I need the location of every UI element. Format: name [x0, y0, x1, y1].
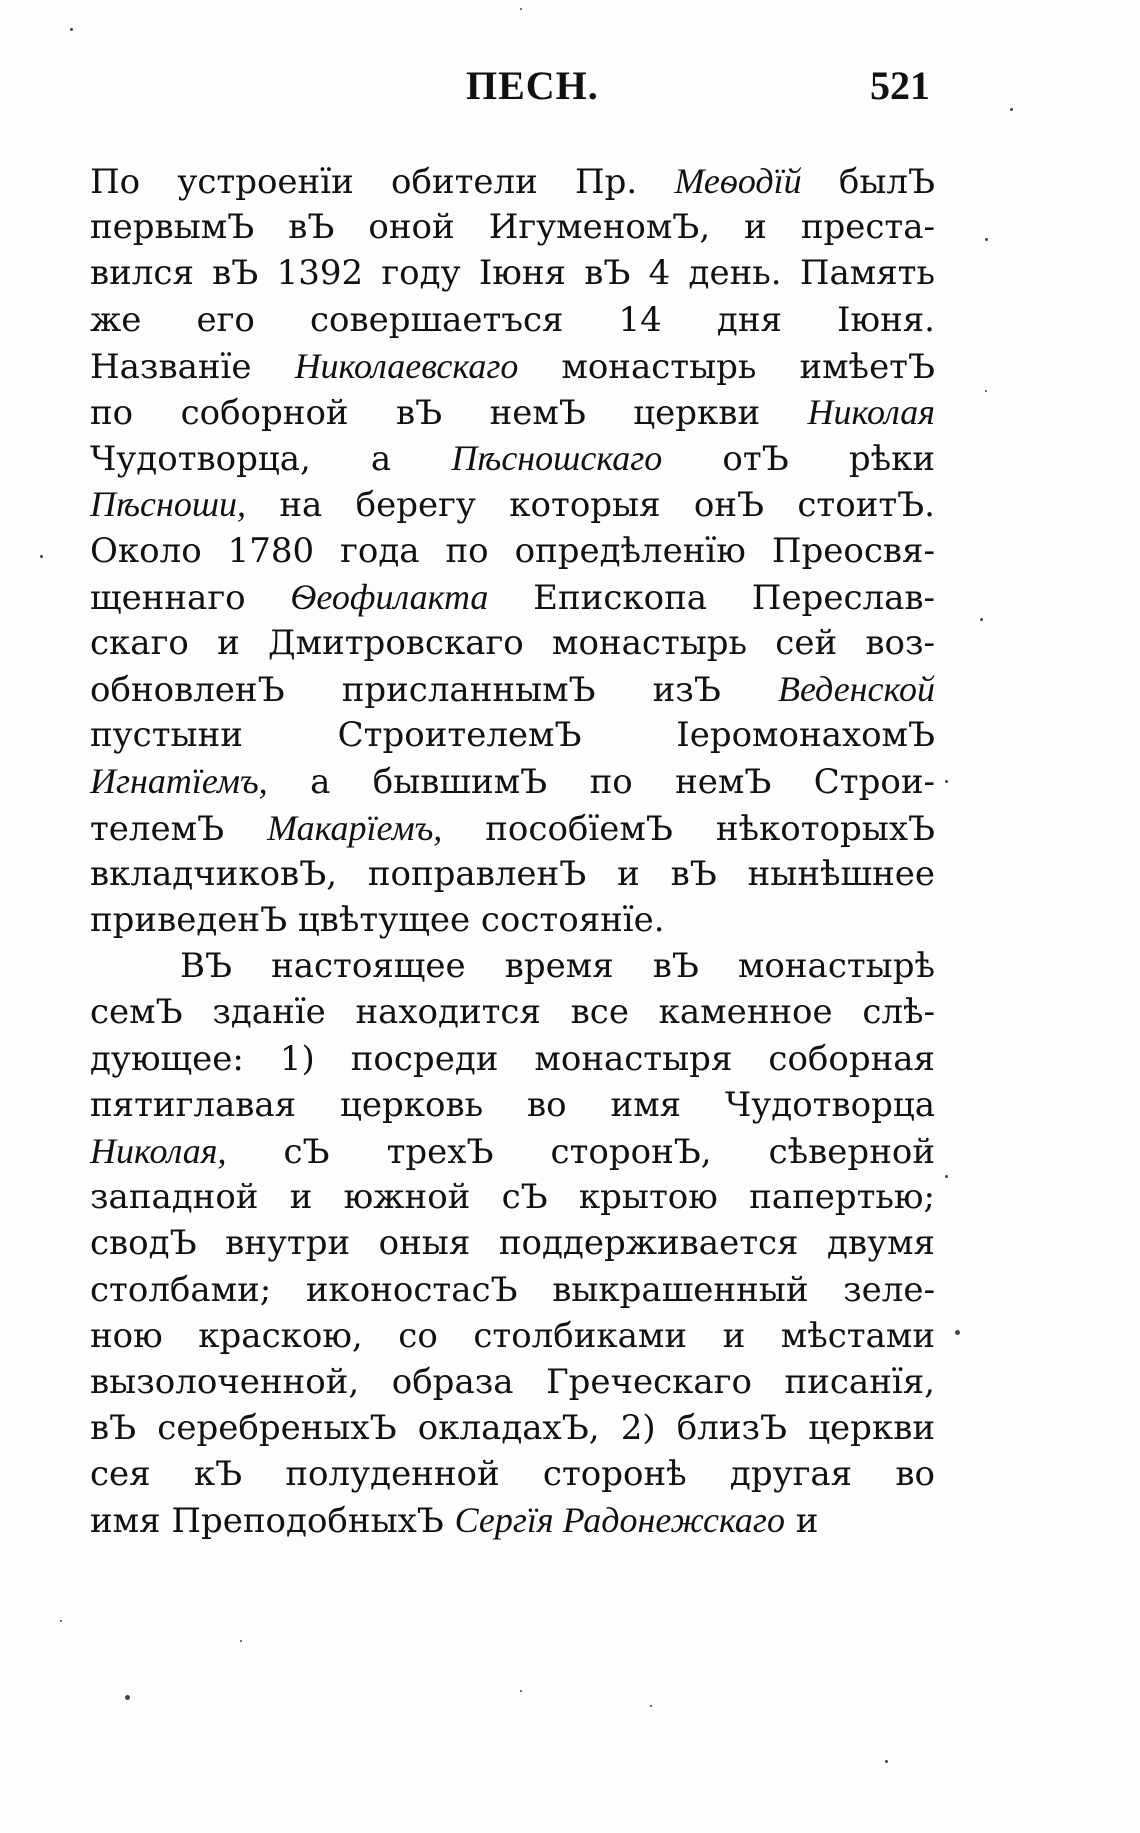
scan-speck	[520, 1690, 522, 1692]
text-line	[90, 528, 935, 574]
italic-name: Игнатїемъ,	[90, 761, 268, 802]
text-segment: пособїемЪ нѣкоторыхЪ	[442, 808, 935, 849]
text-line	[90, 481, 935, 527]
text-segment: Названїе	[90, 346, 295, 387]
page-number: 521	[870, 63, 930, 108]
text-segment: Чудотворца, а	[90, 439, 452, 480]
scan-speck	[945, 1175, 948, 1178]
scan-speck	[955, 1330, 960, 1335]
text-segment: западной и южной сЪ крытою папертью;	[90, 1177, 935, 1218]
body-text	[90, 158, 935, 1544]
scan-speck	[520, 8, 522, 10]
text-line	[90, 1497, 935, 1543]
italic-name: Николаевскаго	[294, 345, 519, 386]
italic-name: Николая,	[90, 1130, 227, 1171]
italic-name: Пѣсношскаго	[451, 438, 663, 479]
text-segment: вкладчиковЪ, поправленЪ и вЪ нынѣшнее	[90, 853, 935, 894]
italic-name: Ѳеофилакта	[290, 576, 489, 617]
text-line	[90, 758, 935, 804]
text-segment: столбами; иконостасЪ выкрашенный зеле-	[90, 1269, 935, 1310]
scan-speck	[40, 555, 43, 558]
text-line	[90, 574, 935, 620]
text-line	[90, 1082, 935, 1128]
text-line	[90, 666, 935, 712]
text-segment: Епископа Переслав-	[488, 577, 935, 618]
text-line	[90, 989, 935, 1035]
text-line	[90, 250, 935, 296]
text-segment: Около 1780 года по опредѣленїю Преосвя-	[90, 530, 935, 571]
text-segment: вился вЪ 1392 году Іюня вЪ 4 день. Память	[90, 253, 935, 294]
text-segment: семЪ зданїе находится все каменное слѣ-	[90, 992, 935, 1033]
text-segment: щеннаго	[90, 577, 291, 618]
text-line	[90, 297, 935, 343]
text-segment: былЪ	[801, 162, 936, 202]
text-segment: обновленЪ присланнымЪ изЪ	[90, 670, 778, 711]
text-line	[90, 805, 935, 851]
text-segment: а бывшимЪ по немЪ Строи-	[267, 762, 935, 803]
text-segment: отЪ рѣки	[662, 439, 935, 480]
text-line	[90, 897, 935, 943]
text-line	[90, 1174, 935, 1220]
scan-speck	[985, 238, 988, 241]
text-segment: ною краскою, со столбиками и мѣстами	[90, 1315, 935, 1356]
italic-name: Пѣсноши,	[90, 484, 247, 525]
text-segment: по соборной вЪ немЪ церкви	[90, 392, 808, 433]
text-line	[90, 1128, 935, 1174]
scan-speck	[60, 1620, 62, 1622]
scan-speck	[125, 1695, 130, 1700]
text-segment: на берегу которыя онЪ стоитЪ.	[246, 485, 935, 526]
text-line	[90, 1220, 935, 1266]
text-segment: пятиглавая церковь во имя Чудотворца	[90, 1084, 935, 1125]
scan-speck	[980, 618, 983, 621]
text-line	[90, 435, 935, 481]
text-line	[90, 851, 935, 897]
text-line	[90, 1036, 935, 1082]
text-line	[90, 620, 935, 666]
italic-name: Макарїемъ,	[267, 807, 443, 848]
text-line	[90, 158, 935, 204]
italic-name: Меѳодїй	[674, 161, 802, 201]
text-segment: сводЪ внутри оныя поддерживается двумя	[90, 1223, 935, 1264]
text-segment: сея кЪ полуденной сторонѣ другая во	[90, 1454, 935, 1495]
text-line	[90, 1405, 935, 1451]
scan-speck	[945, 780, 948, 783]
scan-speck	[240, 1640, 242, 1642]
text-segment: скаго и Дмитровскаго монастырь сей воз-	[90, 622, 935, 663]
scan-speck	[1010, 108, 1013, 111]
italic-name: Сергїя Радонежскаго	[454, 1500, 785, 1541]
scan-speck	[650, 1705, 652, 1707]
scan-speck	[885, 1760, 888, 1763]
text-segment: пустыни СтроителемЪ ІеромонахомЪ	[90, 715, 935, 756]
text-segment: первымЪ вЪ оной ИгуменомЪ, и преста-	[90, 207, 935, 248]
text-segment: телемЪ	[90, 808, 268, 849]
text-segment: вЪ серебреныхЪ окладахЪ, 2) близЪ церкви	[90, 1408, 935, 1449]
running-head	[0, 62, 1140, 122]
text-line	[90, 1313, 935, 1359]
text-segment: дующее: 1) посреди монастыря соборная	[90, 1038, 935, 1079]
text-line	[90, 343, 935, 389]
text-segment: же его совершаетъся 14 дня Іюня.	[90, 299, 935, 340]
text-line	[90, 712, 935, 758]
scan-speck	[985, 390, 987, 392]
text-segment: монастырь имѣетЪ	[518, 346, 936, 387]
text-segment: ВЪ настоящее время вЪ монастырѣ	[180, 946, 935, 987]
text-segment: приведенЪ цвѣтущее состоянїе.	[90, 900, 665, 940]
text-line	[90, 1359, 935, 1405]
italic-name: Николая	[807, 391, 935, 432]
italic-name: Веденской	[777, 669, 935, 710]
text-line	[90, 204, 935, 250]
text-line	[90, 389, 935, 435]
running-title: ПЕСН.	[466, 63, 599, 108]
text-segment: и	[784, 1501, 819, 1542]
scan-speck	[70, 28, 73, 31]
text-line	[90, 1451, 935, 1497]
text-line	[90, 1267, 935, 1313]
text-segment: По устроенїи обители Пр.	[90, 162, 675, 202]
text-segment: вызолоченной, образа Греческаго писанїя,	[90, 1361, 935, 1402]
text-segment: сЪ трехЪ сторонЪ, сѣверной	[226, 1131, 935, 1172]
text-segment: имя ПреподобныхЪ	[90, 1501, 455, 1542]
text-line	[90, 943, 935, 989]
